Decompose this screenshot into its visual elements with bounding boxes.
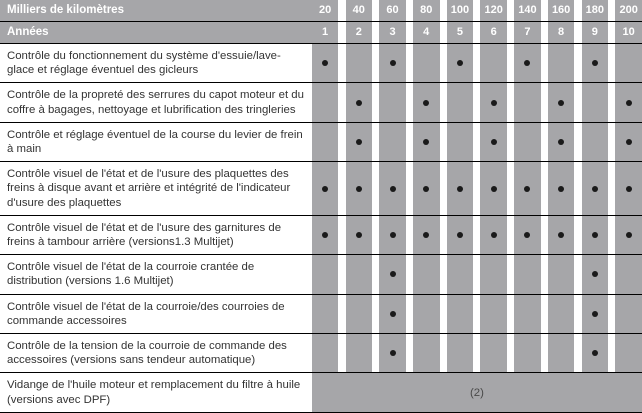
service-mark-empty — [447, 334, 474, 373]
column-gap — [440, 122, 447, 161]
service-mark-dot — [548, 122, 575, 161]
service-mark-dot — [413, 122, 440, 161]
service-mark-dot — [379, 215, 406, 254]
dot-icon — [457, 60, 463, 66]
service-mark-empty — [312, 334, 339, 373]
service-mark-dot — [312, 215, 339, 254]
service-mark-empty — [615, 334, 642, 373]
column-gap — [574, 215, 581, 254]
service-mark-dot — [514, 162, 541, 216]
service-mark-empty — [548, 255, 575, 294]
column-gap — [507, 83, 514, 122]
header-km-9: 180 — [582, 0, 609, 22]
column-gap — [541, 162, 548, 216]
column-gap — [608, 83, 615, 122]
table-row — [0, 122, 642, 161]
column-gap — [440, 83, 447, 122]
header-km-1: 20 — [312, 0, 339, 22]
header-year-1: 1 — [312, 22, 339, 44]
header-year-8: 8 — [548, 22, 575, 44]
column-gap — [440, 215, 447, 254]
header-km-4: 80 — [413, 0, 440, 22]
header-gap — [541, 22, 548, 44]
dot-icon — [356, 100, 362, 106]
header-gap — [440, 0, 447, 22]
service-mark-dot — [346, 122, 373, 161]
header-gap — [507, 22, 514, 44]
header-km-2: 40 — [346, 0, 373, 22]
service-mark-empty — [413, 44, 440, 83]
table-row — [0, 255, 642, 294]
service-mark-dot — [615, 215, 642, 254]
column-gap — [372, 83, 379, 122]
service-mark-dot — [379, 334, 406, 373]
header-label-annees: Années — [0, 22, 312, 44]
column-gap — [541, 215, 548, 254]
dot-icon — [390, 271, 396, 277]
table-row — [0, 294, 642, 333]
service-mark-empty — [312, 122, 339, 161]
column-gap — [372, 122, 379, 161]
column-gap — [338, 294, 345, 333]
column-gap — [541, 44, 548, 83]
header-gap — [338, 0, 345, 22]
dot-icon — [356, 139, 362, 145]
column-gap — [541, 334, 548, 373]
service-mark-dot — [582, 334, 609, 373]
dot-icon — [558, 100, 564, 106]
header-year-9: 9 — [582, 22, 609, 44]
column-gap — [473, 122, 480, 161]
header-gap — [608, 22, 615, 44]
service-mark-empty — [480, 334, 507, 373]
column-gap — [574, 162, 581, 216]
dot-icon — [558, 186, 564, 192]
column-gap — [406, 294, 413, 333]
dot-icon — [390, 350, 396, 356]
dot-icon — [390, 186, 396, 192]
service-mark-dot — [582, 162, 609, 216]
dot-icon — [322, 186, 328, 192]
column-gap — [507, 44, 514, 83]
table-body — [0, 44, 642, 413]
task-label: Contrôle et réglage éventuel de la course du levier de frein à main — [0, 122, 312, 161]
dot-icon — [423, 139, 429, 145]
column-gap — [372, 294, 379, 333]
dot-icon — [524, 186, 530, 192]
table-row — [0, 44, 642, 83]
task-label: Vidange de l'huile moteur et remplacement du filtre à huile (versions avec DPF) — [0, 373, 312, 412]
dot-icon — [322, 232, 328, 238]
header-gap — [372, 0, 379, 22]
service-mark-empty — [514, 294, 541, 333]
table-row — [0, 215, 642, 254]
note-reference: (2) — [312, 373, 642, 412]
task-label: Contrôle de la tension de la courroie de commande des accessoires (versions sans tendeur automatique) — [0, 334, 312, 373]
service-mark-dot — [312, 162, 339, 216]
task-label: Contrôle visuel de l'état de la courroie crantée de distribution (versions 1.6 Multijet) — [0, 255, 312, 294]
header-row-annees — [0, 22, 642, 44]
column-gap — [406, 44, 413, 83]
header-km-7: 140 — [514, 0, 541, 22]
dot-icon — [626, 232, 632, 238]
service-mark-dot — [548, 83, 575, 122]
column-gap — [473, 334, 480, 373]
service-mark-dot — [447, 44, 474, 83]
column-gap — [406, 162, 413, 216]
service-mark-empty — [346, 294, 373, 333]
task-label: Contrôle visuel de l'état de la courroie/des courroies de commande accessoires — [0, 294, 312, 333]
column-gap — [338, 44, 345, 83]
service-mark-empty — [346, 255, 373, 294]
service-mark-empty — [615, 255, 642, 294]
column-gap — [574, 334, 581, 373]
header-gap — [406, 0, 413, 22]
service-mark-empty — [514, 334, 541, 373]
dot-icon — [626, 100, 632, 106]
header-year-10: 10 — [615, 22, 642, 44]
header-km-3: 60 — [379, 0, 406, 22]
column-gap — [608, 215, 615, 254]
column-gap — [406, 83, 413, 122]
header-label-kilometres: Milliers de kilomètres — [0, 0, 312, 22]
service-mark-empty — [346, 334, 373, 373]
header-gap — [440, 22, 447, 44]
task-label: Contrôle du fonctionnement du système d'essuie/lave-glace et réglage éventuel des gicleurs — [0, 44, 312, 83]
dot-icon — [524, 60, 530, 66]
service-mark-dot — [413, 83, 440, 122]
dot-icon — [356, 232, 362, 238]
column-gap — [372, 215, 379, 254]
column-gap — [507, 255, 514, 294]
column-gap — [473, 162, 480, 216]
column-gap — [372, 334, 379, 373]
service-mark-empty — [413, 294, 440, 333]
column-gap — [372, 44, 379, 83]
dot-icon — [322, 60, 328, 66]
column-gap — [574, 44, 581, 83]
dot-icon — [390, 311, 396, 317]
header-gap — [608, 0, 615, 22]
service-mark-empty — [615, 294, 642, 333]
header-gap — [473, 0, 480, 22]
service-mark-dot — [447, 162, 474, 216]
table-row — [0, 334, 642, 373]
header-km-5: 100 — [447, 0, 474, 22]
dot-icon — [423, 186, 429, 192]
dot-icon — [592, 60, 598, 66]
header-gap — [473, 22, 480, 44]
service-mark-dot — [379, 44, 406, 83]
service-mark-empty — [379, 83, 406, 122]
dot-icon — [390, 232, 396, 238]
header-year-3: 3 — [379, 22, 406, 44]
service-mark-dot — [615, 122, 642, 161]
column-gap — [574, 122, 581, 161]
service-mark-dot — [615, 162, 642, 216]
header-year-6: 6 — [480, 22, 507, 44]
column-gap — [440, 44, 447, 83]
service-mark-empty — [582, 83, 609, 122]
header-gap — [372, 22, 379, 44]
column-gap — [608, 255, 615, 294]
column-gap — [507, 334, 514, 373]
service-mark-empty — [480, 255, 507, 294]
header-gap — [338, 22, 345, 44]
service-mark-empty — [514, 255, 541, 294]
service-mark-dot — [346, 162, 373, 216]
service-mark-empty — [312, 294, 339, 333]
column-gap — [507, 294, 514, 333]
column-gap — [440, 294, 447, 333]
header-km-8: 160 — [548, 0, 575, 22]
service-mark-dot — [480, 162, 507, 216]
service-mark-empty — [447, 255, 474, 294]
service-mark-dot — [346, 83, 373, 122]
dot-icon — [592, 350, 598, 356]
header-km-10: 200 — [615, 0, 642, 22]
task-label: Contrôle de la propreté des serrures du capot moteur et du coffre à bagages, nettoyage et lubrification des tringleries — [0, 83, 312, 122]
dot-icon — [592, 186, 598, 192]
header-gap — [406, 22, 413, 44]
column-gap — [406, 334, 413, 373]
service-mark-dot — [312, 44, 339, 83]
column-gap — [338, 162, 345, 216]
dot-icon — [592, 232, 598, 238]
column-gap — [372, 162, 379, 216]
service-mark-dot — [582, 294, 609, 333]
service-mark-empty — [413, 255, 440, 294]
dot-icon — [558, 232, 564, 238]
service-mark-empty — [413, 334, 440, 373]
header-year-2: 2 — [346, 22, 373, 44]
service-mark-dot — [514, 215, 541, 254]
dot-icon — [491, 186, 497, 192]
dot-icon — [423, 232, 429, 238]
service-mark-empty — [312, 83, 339, 122]
service-mark-empty — [514, 122, 541, 161]
column-gap — [473, 294, 480, 333]
column-gap — [507, 162, 514, 216]
header-gap — [574, 0, 581, 22]
service-mark-empty — [480, 294, 507, 333]
service-mark-empty — [312, 255, 339, 294]
service-mark-empty — [447, 83, 474, 122]
service-mark-dot — [480, 83, 507, 122]
dot-icon — [592, 271, 598, 277]
header-gap — [574, 22, 581, 44]
column-gap — [608, 294, 615, 333]
service-mark-empty — [548, 44, 575, 83]
service-mark-dot — [447, 215, 474, 254]
dot-icon — [524, 232, 530, 238]
header-row-kilometres — [0, 0, 642, 22]
dot-icon — [491, 139, 497, 145]
dot-icon — [592, 311, 598, 317]
service-mark-dot — [480, 122, 507, 161]
service-mark-dot — [615, 83, 642, 122]
column-gap — [608, 122, 615, 161]
service-mark-empty — [447, 294, 474, 333]
dot-icon — [423, 100, 429, 106]
column-gap — [473, 83, 480, 122]
column-gap — [338, 334, 345, 373]
service-mark-empty — [379, 122, 406, 161]
column-gap — [473, 255, 480, 294]
service-mark-dot — [346, 215, 373, 254]
service-mark-empty — [582, 122, 609, 161]
column-gap — [372, 255, 379, 294]
service-mark-dot — [582, 255, 609, 294]
service-mark-empty — [548, 334, 575, 373]
header-year-7: 7 — [514, 22, 541, 44]
table-header — [0, 0, 642, 44]
dot-icon — [491, 232, 497, 238]
dot-icon — [390, 60, 396, 66]
task-label: Contrôle visuel de l'état et de l'usure des plaquettes des freins à disque avant et arrière et intégrité de l'indicateur d'usure des plaquettes — [0, 162, 312, 216]
column-gap — [574, 83, 581, 122]
service-mark-dot — [413, 215, 440, 254]
column-gap — [338, 255, 345, 294]
service-mark-dot — [379, 255, 406, 294]
service-mark-dot — [548, 162, 575, 216]
header-year-5: 5 — [447, 22, 474, 44]
column-gap — [473, 44, 480, 83]
service-mark-empty — [480, 44, 507, 83]
column-gap — [406, 255, 413, 294]
column-gap — [440, 162, 447, 216]
service-mark-empty — [548, 294, 575, 333]
service-mark-dot — [480, 215, 507, 254]
column-gap — [574, 294, 581, 333]
column-gap — [440, 334, 447, 373]
header-km-6: 120 — [480, 0, 507, 22]
column-gap — [338, 215, 345, 254]
task-label: Contrôle visuel de l'état et de l'usure des garnitures de freins à tambour arrière (versions1.3 Multijet) — [0, 215, 312, 254]
table-row-note — [0, 373, 642, 412]
column-gap — [608, 44, 615, 83]
header-year-4: 4 — [413, 22, 440, 44]
column-gap — [473, 215, 480, 254]
service-mark-dot — [582, 215, 609, 254]
header-gap — [507, 0, 514, 22]
header-gap — [541, 0, 548, 22]
service-mark-dot — [379, 294, 406, 333]
service-mark-empty — [514, 83, 541, 122]
service-mark-dot — [548, 215, 575, 254]
dot-icon — [626, 186, 632, 192]
column-gap — [406, 122, 413, 161]
service-mark-empty — [615, 44, 642, 83]
service-mark-dot — [514, 44, 541, 83]
column-gap — [338, 122, 345, 161]
dot-icon — [457, 232, 463, 238]
column-gap — [406, 215, 413, 254]
column-gap — [541, 122, 548, 161]
column-gap — [541, 255, 548, 294]
dot-icon — [626, 139, 632, 145]
service-mark-dot — [413, 162, 440, 216]
service-mark-empty — [447, 122, 474, 161]
column-gap — [507, 215, 514, 254]
column-gap — [608, 334, 615, 373]
service-mark-dot — [582, 44, 609, 83]
table-row — [0, 162, 642, 216]
dot-icon — [457, 186, 463, 192]
dot-icon — [356, 186, 362, 192]
column-gap — [574, 255, 581, 294]
column-gap — [541, 83, 548, 122]
service-mark-dot — [379, 162, 406, 216]
table-row — [0, 83, 642, 122]
column-gap — [440, 255, 447, 294]
column-gap — [608, 162, 615, 216]
dot-icon — [491, 100, 497, 106]
service-mark-empty — [346, 44, 373, 83]
column-gap — [338, 83, 345, 122]
column-gap — [507, 122, 514, 161]
dot-icon — [558, 139, 564, 145]
column-gap — [541, 294, 548, 333]
